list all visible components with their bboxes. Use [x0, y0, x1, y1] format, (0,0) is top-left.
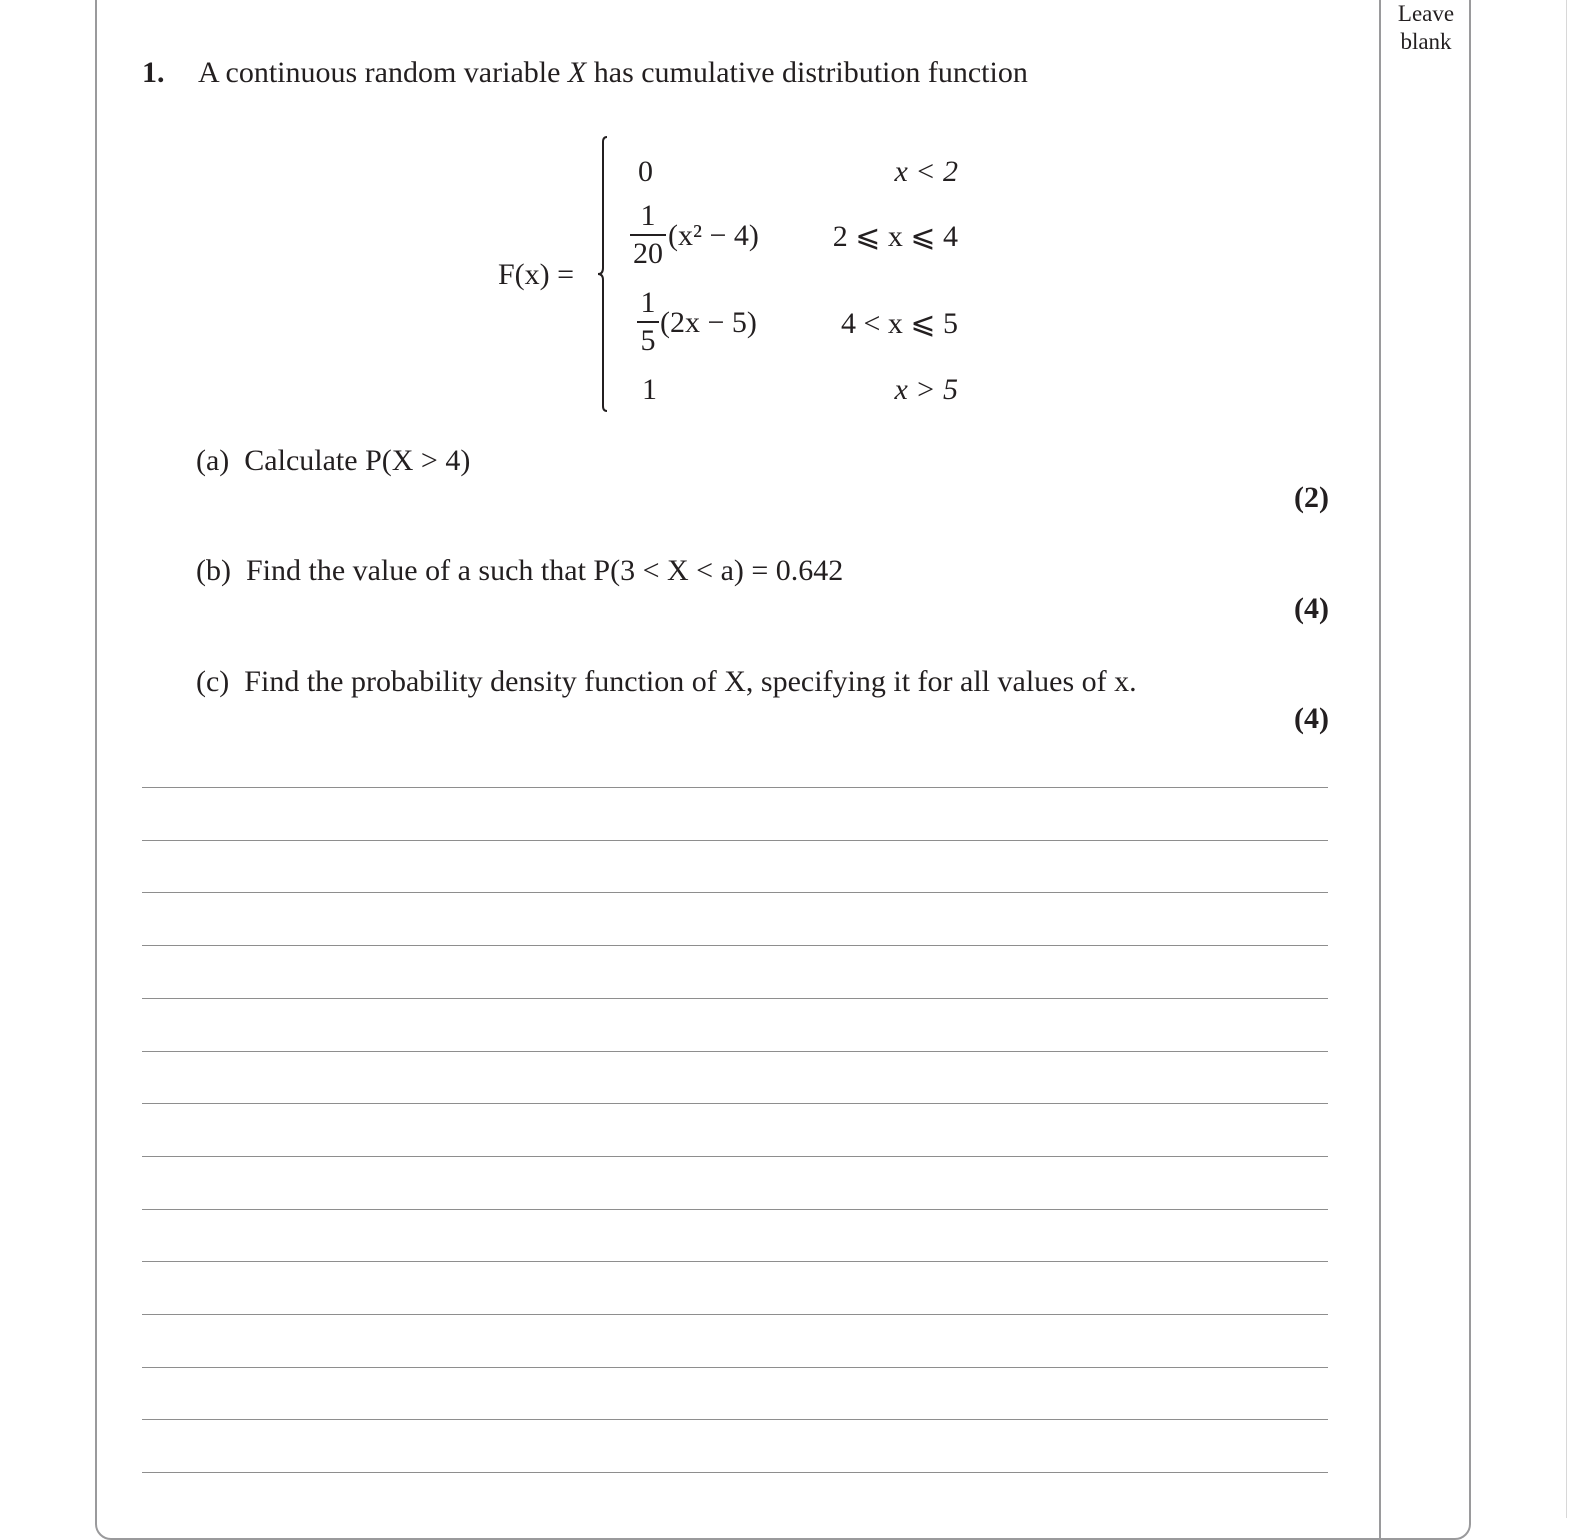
answer-line [142, 1419, 1328, 1420]
case-cond-2: 2 ⩽ x ⩽ 4 [832, 220, 958, 253]
question-number: 1. [142, 56, 165, 89]
part-text: Calculate P(X > 4) [244, 444, 471, 477]
answer-line [142, 787, 1328, 788]
answer-line [142, 1314, 1328, 1315]
answer-line [142, 840, 1328, 841]
fraction-1-20 [630, 201, 666, 269]
question-stem [198, 56, 1028, 90]
marks-c: (4) [1294, 702, 1329, 735]
part-c [196, 665, 1137, 699]
stem-text: A continuous random variable [198, 56, 568, 89]
stem-variable: X [567, 56, 587, 89]
answer-line [142, 998, 1328, 999]
answer-line [142, 1156, 1328, 1157]
function-label: F(x) = [498, 258, 575, 291]
page-edge [1566, 0, 1567, 1518]
case-expr-4: 1 [642, 373, 657, 406]
marks-a: (2) [1294, 481, 1329, 514]
part-text: Find the probability density function of X, specifying it for all values of x. [244, 665, 1137, 698]
part-b [196, 554, 843, 588]
answer-line [142, 1261, 1328, 1262]
frac-numerator: 1 [640, 199, 656, 232]
frac-numerator: 1 [640, 286, 656, 319]
stem-text-end: has cumulative distribution function [586, 56, 1028, 89]
answer-line [142, 1103, 1328, 1104]
part-label: (c) [196, 665, 230, 698]
marks-b: (4) [1294, 592, 1329, 625]
answer-line [142, 892, 1328, 893]
case-cond-3: 4 < x ⩽ 5 [840, 307, 958, 340]
leave-blank-label [1381, 0, 1471, 56]
part-label: (b) [196, 554, 231, 587]
answer-line [142, 1051, 1328, 1052]
frac-denominator: 5 [640, 324, 656, 357]
case-cond-4: x > 5 [894, 373, 958, 406]
answer-line [142, 1472, 1328, 1473]
left-brace [598, 136, 608, 412]
part-label: (a) [196, 444, 230, 477]
case-expr-3: (2x − 5) [660, 306, 757, 339]
frac-denominator: 20 [633, 237, 663, 270]
fraction-1-5 [637, 288, 659, 356]
case-expr-1: 0 [638, 155, 653, 188]
case-expr-2: (x² − 4) [668, 219, 759, 252]
blank-label-line: blank [1400, 29, 1452, 54]
case-cond-1: x < 2 [894, 155, 958, 188]
answer-line [142, 945, 1328, 946]
part-text: Find the value of a such that P(3 < X < a) = 0.642 [245, 554, 844, 587]
answer-line [142, 1367, 1328, 1368]
part-a [196, 444, 470, 478]
leave-label-line: Leave [1397, 1, 1455, 26]
leave-blank-column-divider [1379, 0, 1381, 1540]
answer-line [142, 1209, 1328, 1210]
